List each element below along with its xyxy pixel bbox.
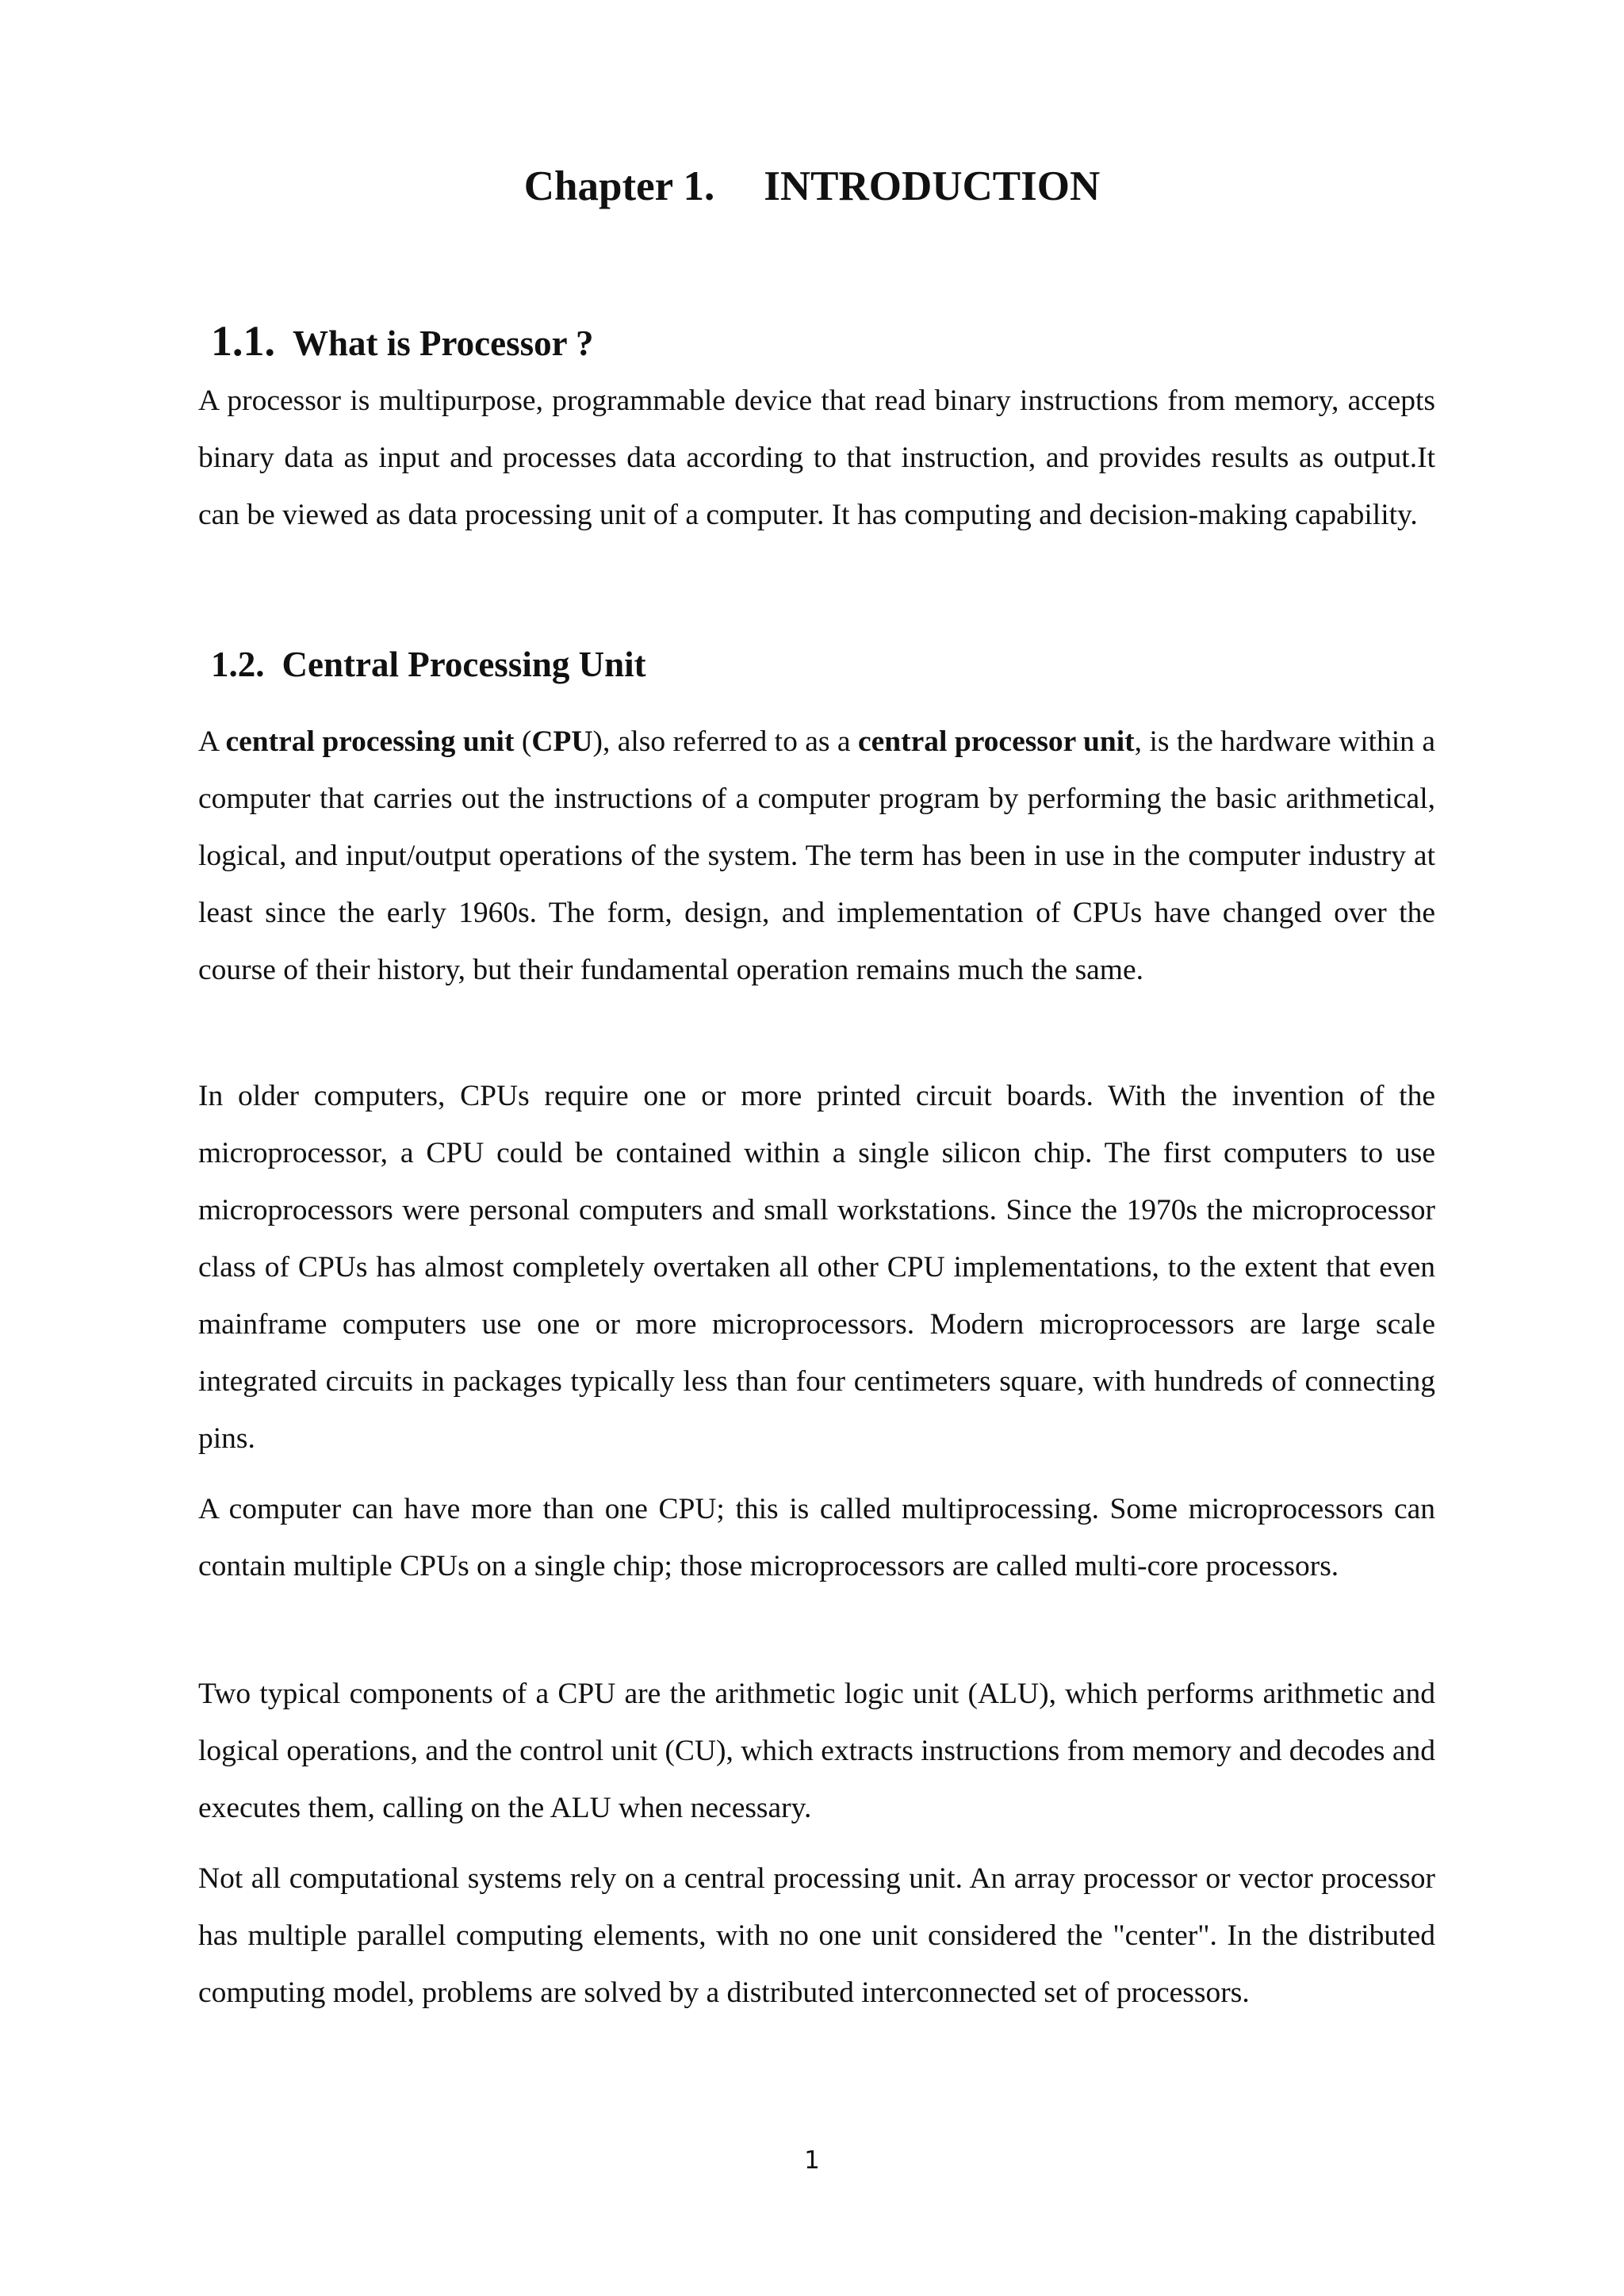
bold-term-central-processing-unit: central processing unit	[225, 725, 515, 758]
section-heading-1-1	[211, 319, 594, 365]
paragraph-other-systems: Not all computational systems rely on a central processing unit. An array processor or vector processor has multiple parallel computing elements, with no one unit considered the "center". In the distributed computing model, problems are solved by a distributed interconnected set of processors.	[198, 1862, 1435, 2009]
chapter-title	[0, 159, 1624, 214]
section-title: Central Processing Unit	[282, 645, 646, 684]
bold-term-cpu: CPU	[531, 725, 593, 758]
section-heading-1-2	[211, 642, 646, 687]
section-number: 1.2.	[211, 645, 265, 684]
text-run: A	[198, 725, 226, 758]
paragraph-what-is-processor: A processor is multipurpose, programmable device that read binary instructions from memory, accepts binary data as input and processes data according to that instruction, and provides results as output.It can be viewed as data processing unit of a computer. It has computing and decision-making capability.	[198, 385, 1435, 531]
paragraph-multiprocessing: A computer can have more than one CPU; this is called multiprocessing. Some microprocessors can contain multiple CPUs on a single chip; those microprocessors are called multi-core processors.	[198, 1493, 1435, 1582]
text-run: (	[514, 725, 532, 758]
chapter-title-text: INTRODUCTION	[764, 163, 1101, 209]
paragraph-cpu-components: Two typical components of a CPU are the arithmetic logic unit (ALU), which performs arithmetic and logical operations, and the control unit (CU), which extracts instructions from memory and decodes and executes them, calling on the ALU when necessary.	[198, 1678, 1436, 1824]
chapter-number: Chapter 1.	[523, 163, 715, 209]
section-title: What is Processor ?	[293, 323, 594, 363]
bold-term-central-processor-unit: central processor unit	[857, 725, 1135, 758]
text-run: , is the hardware within a computer that carries out the instructions of a computer program by performing the basic arithmetical, logical, and input/output operations of the system. The term has been in use in the computer industry at least since the early 1960s. The form, design, and implementation of CPUs have changed over the course of their history, but their fundamental operation remains much the same.	[198, 725, 1435, 986]
text-run: ), also referred to as a	[592, 725, 858, 758]
paragraph-cpu-intro	[198, 714, 1435, 999]
page-number: 1	[804, 2146, 820, 2175]
section-number: 1.1.	[211, 317, 275, 365]
paragraph-older-computers: In older computers, CPUs require one or more printed circuit boards. With the invention of the microprocessor, a CPU could be contained within a single silicon chip. The first computers to use microprocessors were personal computers and small workstations. Since the 1970s the microprocessor class of CPUs has almost completely overtaken all other CPU implementations, to the extent that even mainframe computers use one or more microprocessors. Modern microprocessors are large scale integrated circuits in packages typically less than four centimeters square, with hundreds of connecting pins.	[198, 1080, 1435, 1455]
